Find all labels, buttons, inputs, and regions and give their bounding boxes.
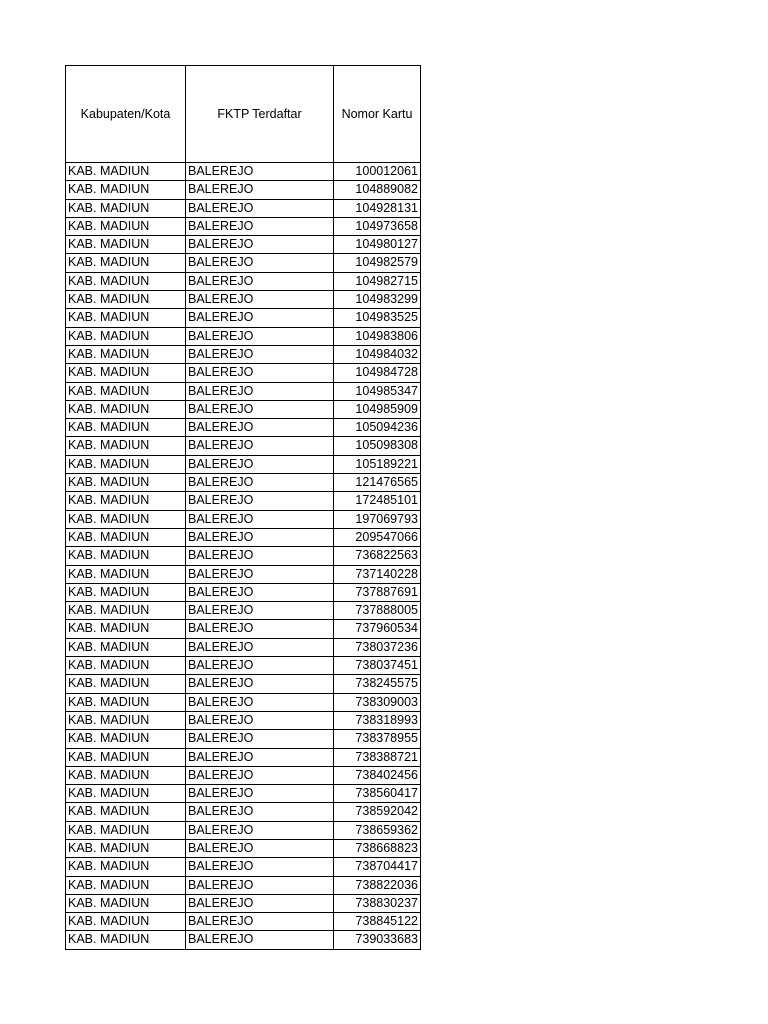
fktp-terdaftar-cell: BALEREJO bbox=[186, 437, 334, 455]
kabupaten-kota-cell: KAB. MADIUN bbox=[66, 620, 186, 638]
nomor-kartu-cell: 104984728 bbox=[334, 364, 421, 382]
kabupaten-kota-cell: KAB. MADIUN bbox=[66, 638, 186, 656]
nomor-kartu-cell: 105094236 bbox=[334, 419, 421, 437]
kabupaten-kota-cell: KAB. MADIUN bbox=[66, 565, 186, 583]
kabupaten-kota-cell: KAB. MADIUN bbox=[66, 400, 186, 418]
table-row bbox=[66, 858, 421, 876]
table-row bbox=[66, 803, 421, 821]
fktp-terdaftar-cell: BALEREJO bbox=[186, 602, 334, 620]
kabupaten-kota-cell: KAB. MADIUN bbox=[66, 345, 186, 363]
fktp-terdaftar-cell: BALEREJO bbox=[186, 419, 334, 437]
table-header bbox=[66, 66, 421, 163]
table-row bbox=[66, 217, 421, 235]
kabupaten-kota-cell: KAB. MADIUN bbox=[66, 803, 186, 821]
table-row bbox=[66, 474, 421, 492]
table-row bbox=[66, 364, 421, 382]
kabupaten-kota-cell: KAB. MADIUN bbox=[66, 583, 186, 601]
kabupaten-kota-cell: KAB. MADIUN bbox=[66, 455, 186, 473]
table-row bbox=[66, 839, 421, 857]
table-row bbox=[66, 785, 421, 803]
kabupaten-kota-cell: KAB. MADIUN bbox=[66, 272, 186, 290]
table-row bbox=[66, 931, 421, 949]
table-row bbox=[66, 602, 421, 620]
fktp-terdaftar-cell: BALEREJO bbox=[186, 839, 334, 857]
fktp-terdaftar-cell: BALEREJO bbox=[186, 583, 334, 601]
table-row bbox=[66, 547, 421, 565]
nomor-kartu-cell: 738668823 bbox=[334, 839, 421, 857]
nomor-kartu-cell: 739033683 bbox=[334, 931, 421, 949]
kabupaten-kota-cell: KAB. MADIUN bbox=[66, 437, 186, 455]
header-kabupaten-kota: Kabupaten/Kota bbox=[66, 66, 186, 163]
nomor-kartu-cell: 737887691 bbox=[334, 583, 421, 601]
nomor-kartu-cell: 121476565 bbox=[334, 474, 421, 492]
table-row bbox=[66, 638, 421, 656]
nomor-kartu-cell: 738309003 bbox=[334, 693, 421, 711]
nomor-kartu-cell: 104980127 bbox=[334, 236, 421, 254]
nomor-kartu-cell: 738659362 bbox=[334, 821, 421, 839]
nomor-kartu-cell: 738592042 bbox=[334, 803, 421, 821]
fktp-terdaftar-cell: BALEREJO bbox=[186, 620, 334, 638]
nomor-kartu-cell: 738704417 bbox=[334, 858, 421, 876]
table-row bbox=[66, 693, 421, 711]
nomor-kartu-cell: 209547066 bbox=[334, 528, 421, 546]
kabupaten-kota-cell: KAB. MADIUN bbox=[66, 254, 186, 272]
fktp-terdaftar-cell: BALEREJO bbox=[186, 675, 334, 693]
nomor-kartu-cell: 104983806 bbox=[334, 327, 421, 345]
fktp-terdaftar-cell: BALEREJO bbox=[186, 510, 334, 528]
nomor-kartu-cell: 104973658 bbox=[334, 217, 421, 235]
table-row bbox=[66, 821, 421, 839]
fktp-terdaftar-cell: BALEREJO bbox=[186, 931, 334, 949]
table-row bbox=[66, 876, 421, 894]
table-row bbox=[66, 492, 421, 510]
kabupaten-kota-cell: KAB. MADIUN bbox=[66, 785, 186, 803]
data-table-container bbox=[65, 65, 420, 950]
kabupaten-kota-cell: KAB. MADIUN bbox=[66, 766, 186, 784]
nomor-kartu-cell: 105098308 bbox=[334, 437, 421, 455]
kabupaten-kota-cell: KAB. MADIUN bbox=[66, 236, 186, 254]
table-row bbox=[66, 675, 421, 693]
kabupaten-kota-cell: KAB. MADIUN bbox=[66, 730, 186, 748]
fktp-terdaftar-cell: BALEREJO bbox=[186, 711, 334, 729]
nomor-kartu-cell: 738245575 bbox=[334, 675, 421, 693]
nomor-kartu-cell: 738830237 bbox=[334, 894, 421, 912]
fktp-terdaftar-cell: BALEREJO bbox=[186, 730, 334, 748]
nomor-kartu-cell: 738845122 bbox=[334, 913, 421, 931]
table-row bbox=[66, 711, 421, 729]
kabupaten-kota-cell: KAB. MADIUN bbox=[66, 291, 186, 309]
nomor-kartu-cell: 104983525 bbox=[334, 309, 421, 327]
kabupaten-kota-cell: KAB. MADIUN bbox=[66, 382, 186, 400]
kabupaten-kota-cell: KAB. MADIUN bbox=[66, 876, 186, 894]
nomor-kartu-cell: 737960534 bbox=[334, 620, 421, 638]
table-row bbox=[66, 272, 421, 290]
fktp-terdaftar-cell: BALEREJO bbox=[186, 199, 334, 217]
fktp-terdaftar-cell: BALEREJO bbox=[186, 364, 334, 382]
kabupaten-kota-cell: KAB. MADIUN bbox=[66, 675, 186, 693]
kabupaten-kota-cell: KAB. MADIUN bbox=[66, 711, 186, 729]
table-row bbox=[66, 309, 421, 327]
kabupaten-kota-cell: KAB. MADIUN bbox=[66, 510, 186, 528]
table-row bbox=[66, 382, 421, 400]
kabupaten-kota-cell: KAB. MADIUN bbox=[66, 217, 186, 235]
kabupaten-kota-cell: KAB. MADIUN bbox=[66, 327, 186, 345]
kabupaten-kota-cell: KAB. MADIUN bbox=[66, 839, 186, 857]
fktp-terdaftar-cell: BALEREJO bbox=[186, 327, 334, 345]
kabupaten-kota-cell: KAB. MADIUN bbox=[66, 199, 186, 217]
table-row bbox=[66, 327, 421, 345]
table-row bbox=[66, 565, 421, 583]
nomor-kartu-cell: 104985909 bbox=[334, 400, 421, 418]
kabupaten-kota-cell: KAB. MADIUN bbox=[66, 547, 186, 565]
nomor-kartu-cell: 104985347 bbox=[334, 382, 421, 400]
fktp-terdaftar-cell: BALEREJO bbox=[186, 236, 334, 254]
nomor-kartu-cell: 736822563 bbox=[334, 547, 421, 565]
nomor-kartu-cell: 104983299 bbox=[334, 291, 421, 309]
table-row bbox=[66, 894, 421, 912]
fktp-terdaftar-cell: BALEREJO bbox=[186, 309, 334, 327]
table-row bbox=[66, 236, 421, 254]
fktp-terdaftar-cell: BALEREJO bbox=[186, 876, 334, 894]
fktp-terdaftar-cell: BALEREJO bbox=[186, 528, 334, 546]
nomor-kartu-cell: 738037236 bbox=[334, 638, 421, 656]
nomor-kartu-cell: 100012061 bbox=[334, 163, 421, 181]
nomor-kartu-cell: 738037451 bbox=[334, 657, 421, 675]
kabupaten-kota-cell: KAB. MADIUN bbox=[66, 602, 186, 620]
kabupaten-kota-cell: KAB. MADIUN bbox=[66, 858, 186, 876]
table-row bbox=[66, 510, 421, 528]
fktp-terdaftar-cell: BALEREJO bbox=[186, 492, 334, 510]
table-row bbox=[66, 730, 421, 748]
table-row bbox=[66, 528, 421, 546]
fktp-terdaftar-cell: BALEREJO bbox=[186, 547, 334, 565]
table-row bbox=[66, 163, 421, 181]
table-row bbox=[66, 199, 421, 217]
nomor-kartu-cell: 104982715 bbox=[334, 272, 421, 290]
nomor-kartu-cell: 738318993 bbox=[334, 711, 421, 729]
table-row bbox=[66, 657, 421, 675]
kabupaten-kota-cell: KAB. MADIUN bbox=[66, 419, 186, 437]
header-fktp-terdaftar: FKTP Terdaftar bbox=[186, 66, 334, 163]
table-row bbox=[66, 400, 421, 418]
table-row bbox=[66, 913, 421, 931]
fktp-terdaftar-cell: BALEREJO bbox=[186, 217, 334, 235]
fktp-terdaftar-cell: BALEREJO bbox=[186, 638, 334, 656]
header-row bbox=[66, 66, 421, 163]
data-table bbox=[65, 65, 421, 950]
kabupaten-kota-cell: KAB. MADIUN bbox=[66, 474, 186, 492]
header-nomor-kartu: Nomor Kartu bbox=[334, 66, 421, 163]
fktp-terdaftar-cell: BALEREJO bbox=[186, 858, 334, 876]
nomor-kartu-cell: 738402456 bbox=[334, 766, 421, 784]
fktp-terdaftar-cell: BALEREJO bbox=[186, 400, 334, 418]
fktp-terdaftar-cell: BALEREJO bbox=[186, 565, 334, 583]
nomor-kartu-cell: 738560417 bbox=[334, 785, 421, 803]
nomor-kartu-cell: 738378955 bbox=[334, 730, 421, 748]
nomor-kartu-cell: 104984032 bbox=[334, 345, 421, 363]
kabupaten-kota-cell: KAB. MADIUN bbox=[66, 492, 186, 510]
fktp-terdaftar-cell: BALEREJO bbox=[186, 821, 334, 839]
nomor-kartu-cell: 104982579 bbox=[334, 254, 421, 272]
kabupaten-kota-cell: KAB. MADIUN bbox=[66, 657, 186, 675]
kabupaten-kota-cell: KAB. MADIUN bbox=[66, 913, 186, 931]
nomor-kartu-cell: 104889082 bbox=[334, 181, 421, 199]
fktp-terdaftar-cell: BALEREJO bbox=[186, 291, 334, 309]
fktp-terdaftar-cell: BALEREJO bbox=[186, 748, 334, 766]
kabupaten-kota-cell: KAB. MADIUN bbox=[66, 528, 186, 546]
table-row bbox=[66, 766, 421, 784]
nomor-kartu-cell: 172485101 bbox=[334, 492, 421, 510]
kabupaten-kota-cell: KAB. MADIUN bbox=[66, 309, 186, 327]
nomor-kartu-cell: 737888005 bbox=[334, 602, 421, 620]
kabupaten-kota-cell: KAB. MADIUN bbox=[66, 821, 186, 839]
fktp-terdaftar-cell: BALEREJO bbox=[186, 345, 334, 363]
kabupaten-kota-cell: KAB. MADIUN bbox=[66, 894, 186, 912]
nomor-kartu-cell: 738822036 bbox=[334, 876, 421, 894]
fktp-terdaftar-cell: BALEREJO bbox=[186, 894, 334, 912]
table-body bbox=[66, 163, 421, 950]
nomor-kartu-cell: 105189221 bbox=[334, 455, 421, 473]
nomor-kartu-cell: 197069793 bbox=[334, 510, 421, 528]
kabupaten-kota-cell: KAB. MADIUN bbox=[66, 748, 186, 766]
table-row bbox=[66, 345, 421, 363]
fktp-terdaftar-cell: BALEREJO bbox=[186, 657, 334, 675]
table-row bbox=[66, 455, 421, 473]
kabupaten-kota-cell: KAB. MADIUN bbox=[66, 693, 186, 711]
fktp-terdaftar-cell: BALEREJO bbox=[186, 382, 334, 400]
fktp-terdaftar-cell: BALEREJO bbox=[186, 785, 334, 803]
table-row bbox=[66, 620, 421, 638]
fktp-terdaftar-cell: BALEREJO bbox=[186, 913, 334, 931]
fktp-terdaftar-cell: BALEREJO bbox=[186, 272, 334, 290]
table-row bbox=[66, 437, 421, 455]
fktp-terdaftar-cell: BALEREJO bbox=[186, 455, 334, 473]
table-row bbox=[66, 583, 421, 601]
fktp-terdaftar-cell: BALEREJO bbox=[186, 474, 334, 492]
table-row bbox=[66, 748, 421, 766]
nomor-kartu-cell: 738388721 bbox=[334, 748, 421, 766]
nomor-kartu-cell: 104928131 bbox=[334, 199, 421, 217]
kabupaten-kota-cell: KAB. MADIUN bbox=[66, 364, 186, 382]
fktp-terdaftar-cell: BALEREJO bbox=[186, 163, 334, 181]
kabupaten-kota-cell: KAB. MADIUN bbox=[66, 931, 186, 949]
table-row bbox=[66, 291, 421, 309]
fktp-terdaftar-cell: BALEREJO bbox=[186, 693, 334, 711]
nomor-kartu-cell: 737140228 bbox=[334, 565, 421, 583]
fktp-terdaftar-cell: BALEREJO bbox=[186, 803, 334, 821]
kabupaten-kota-cell: KAB. MADIUN bbox=[66, 181, 186, 199]
table-row bbox=[66, 181, 421, 199]
kabupaten-kota-cell: KAB. MADIUN bbox=[66, 163, 186, 181]
fktp-terdaftar-cell: BALEREJO bbox=[186, 181, 334, 199]
fktp-terdaftar-cell: BALEREJO bbox=[186, 766, 334, 784]
table-row bbox=[66, 419, 421, 437]
table-row bbox=[66, 254, 421, 272]
fktp-terdaftar-cell: BALEREJO bbox=[186, 254, 334, 272]
